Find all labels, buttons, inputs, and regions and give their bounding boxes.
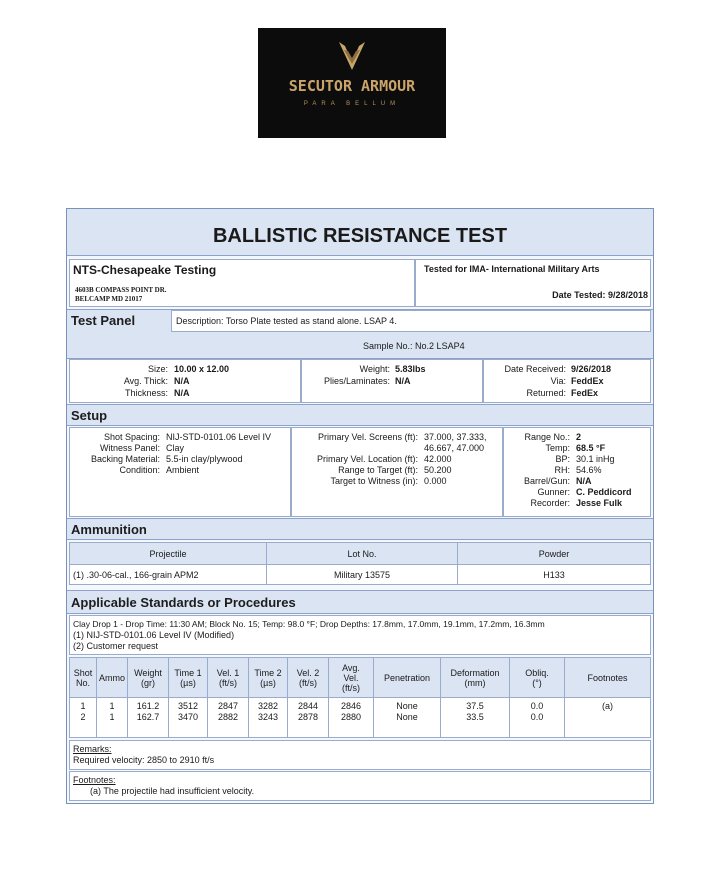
shots-col-values	[441, 698, 510, 738]
shots-col-header-line: No.	[75, 677, 90, 688]
shots-col-values	[169, 698, 208, 738]
shots-col-header-line: Footnotes	[587, 672, 628, 683]
receipt-box	[483, 359, 651, 403]
shots-col-header-line: (µs)	[260, 677, 276, 688]
shots-col-header-line: Vel.	[343, 672, 359, 683]
report-title: BALLISTIC RESISTANCE TEST	[212, 225, 508, 247]
standards-line2: (1) NIJ-STD-0101.06 Level IV (Modified)	[73, 630, 235, 640]
shots-col-header	[97, 658, 128, 698]
shot-cell: None	[396, 701, 418, 711]
lab-box	[69, 259, 415, 307]
screens-value-1: 37.000, 37.333,	[424, 432, 487, 442]
shots-col-header-line: (gr)	[141, 677, 155, 688]
shot-cell: 161.2	[136, 701, 160, 711]
shots-col-header	[70, 658, 97, 698]
shot-cell: 2	[80, 712, 86, 722]
shot-cell: None	[396, 712, 418, 722]
shots-col-header-line: (mm)	[464, 677, 486, 688]
shots-col-values	[510, 698, 565, 738]
footnotes-label: Footnotes:	[73, 775, 116, 785]
ammunition-band	[67, 518, 653, 540]
shot-spacing-value: NIJ-STD-0101.06 Level IV	[166, 432, 272, 442]
setup-band	[67, 404, 653, 426]
rh-label: RH:	[554, 465, 570, 475]
shot-cell: 33.5	[466, 712, 484, 722]
shots-col-header-line: (µs)	[180, 677, 196, 688]
avg-thick-value: N/A	[174, 376, 190, 386]
returned-label: Returned:	[526, 388, 566, 398]
test-report	[66, 208, 654, 804]
shot-cell: 3243	[257, 712, 279, 722]
shot-spacing-label: Shot Spacing:	[103, 432, 160, 442]
via-label: Via:	[550, 376, 566, 386]
powder-value: H133	[458, 565, 651, 585]
barrel-value: N/A	[576, 476, 592, 486]
shots-col-header-line: Vel. 1	[216, 667, 240, 678]
shot-cell: (a)	[602, 701, 613, 711]
shot-cell: 1	[80, 701, 86, 711]
shot-cell	[565, 712, 650, 723]
date-received-value: 9/26/2018	[571, 364, 612, 374]
shots-col-header	[169, 658, 208, 698]
sample-label: Sample No.:	[363, 341, 413, 351]
shots-col-header	[374, 658, 441, 698]
bp-label: BP:	[555, 454, 570, 464]
target-witness-label: Target to Witness (in):	[330, 476, 418, 486]
shots-col-header	[208, 658, 249, 698]
recorder-label: Recorder:	[530, 498, 570, 508]
plies-label: Plies/Laminates:	[323, 376, 390, 386]
shots-col-header	[510, 658, 565, 698]
gunner-value: C. Peddicord	[576, 487, 632, 497]
shots-col-values	[329, 698, 374, 738]
description-box	[171, 310, 651, 332]
shots-col-header-line: Avg.	[342, 662, 360, 673]
ammunition-heading: Ammunition	[71, 522, 147, 537]
shots-col-header-line: Time 2	[254, 667, 282, 678]
standards-band	[67, 590, 653, 614]
shot-cell: 2880	[340, 712, 362, 722]
rh-value: 54.6%	[576, 465, 602, 475]
screens-label: Primary Vel. Screens (ft):	[317, 432, 418, 442]
brand-logo	[258, 28, 446, 138]
remarks-box	[69, 740, 651, 770]
shots-col-header-line: Weight	[134, 667, 162, 678]
shots-col-header-line: (°)	[532, 677, 542, 688]
setup-velocity-box	[291, 427, 503, 517]
shot-cell: 1	[109, 712, 115, 722]
shots-col-values	[97, 698, 128, 738]
condition-value: Ambient	[166, 465, 200, 475]
title-band	[67, 209, 653, 256]
wings-icon	[335, 36, 369, 72]
barrel-label: Barrel/Gun:	[523, 476, 570, 486]
shot-cell: 0.0	[530, 712, 544, 722]
weight-value: 5.83lbs	[395, 364, 426, 374]
shots-col-header-line: Shot	[73, 667, 93, 678]
gunner-label: Gunner:	[537, 487, 570, 497]
date-tested: Date Tested: 9/28/2018	[552, 290, 648, 300]
shots-col-header	[565, 658, 651, 698]
shot-cell: 0.0	[530, 701, 544, 711]
shots-header-row	[70, 658, 651, 698]
shot-cell: 2844	[297, 701, 319, 711]
shots-col-values	[208, 698, 249, 738]
vel-loc-label: Primary Vel. Location (ft):	[316, 454, 418, 464]
shot-cell: 2878	[297, 712, 319, 722]
ammunition-table	[69, 542, 651, 585]
shot-cell: 3470	[177, 712, 199, 722]
screens-value-2: 46.667, 47.000	[424, 443, 485, 453]
remarks-text: Required velocity: 2850 to 2910 ft/s	[73, 755, 215, 765]
standards-box	[69, 615, 651, 655]
description-value: Torso Plate tested as stand alone. LSAP 4.	[225, 316, 397, 326]
range-no-value: 2	[576, 432, 582, 442]
shots-col-values	[128, 698, 169, 738]
shot-cell: 2846	[340, 701, 362, 711]
lot-value: Military 13575	[267, 565, 458, 585]
shots-col-header	[329, 658, 374, 698]
tested-for: Tested for IMA- International Military Arts	[424, 264, 600, 274]
vel-loc-value: 42.000	[424, 454, 452, 464]
footnotes-box	[69, 771, 651, 801]
shots-col-values	[288, 698, 329, 738]
shots-body-row	[70, 698, 651, 738]
shot-cell: 37.5	[466, 701, 484, 711]
lab-address-line2: BELCAMP MD 21017	[75, 295, 143, 303]
lab-address-line1: 4603B COMPASS POINT DR.	[75, 286, 167, 294]
shots-col-header-line: Vel. 2	[296, 667, 320, 678]
range-target-label: Range to Target (ft):	[338, 465, 418, 475]
shot-cell: 162.7	[136, 712, 160, 722]
shot-cell: 2847	[217, 701, 239, 711]
returned-value: FedEx	[571, 388, 599, 398]
size-label: Size:	[147, 364, 168, 374]
description-label: Description:	[176, 316, 224, 326]
footnotes-text: (a) The projectile had insufficient velocity.	[90, 786, 255, 796]
shots-col-header-line: Obliq.	[525, 667, 549, 678]
target-witness-value: 0.000	[424, 476, 447, 486]
shots-col-values	[374, 698, 441, 738]
condition-label: Condition:	[119, 465, 160, 475]
range-target-value: 50.200	[424, 465, 452, 475]
size-value: 10.00 x 12.00	[174, 364, 230, 374]
shot-cell: 3512	[177, 701, 199, 711]
weight-label: Weight:	[359, 364, 390, 374]
shots-col-header-line: Deformation	[450, 667, 500, 678]
remarks-label: Remarks:	[73, 744, 112, 754]
lab-name: NTS-Chesapeake Testing	[73, 263, 217, 277]
col-lot: Lot No.	[267, 543, 458, 565]
standards-line1: Clay Drop 1 - Drop Time: 11:30 AM; Block No. 15; Temp: 98.0 °F; Drop Depths: 17.8mm, 17.0mm, 19.1mm, 17.2mm, 16.3mm	[73, 619, 545, 629]
via-value: FeddEx	[571, 376, 604, 386]
witness-value: Clay	[166, 443, 185, 453]
shots-col-header-line: Ammo	[98, 672, 125, 683]
backing-label: Backing Material:	[90, 454, 160, 464]
setup-heading: Setup	[71, 408, 108, 423]
test-panel-band	[67, 309, 653, 359]
shot-cell: 2882	[217, 712, 239, 722]
date-received-label: Date Received:	[504, 364, 566, 374]
plies-value: N/A	[395, 376, 411, 386]
shots-col-header	[128, 658, 169, 698]
recorder-value: Jesse Fulk	[576, 498, 623, 508]
projectile-value: (1) .30-06-cal., 166-grain APM2	[70, 565, 267, 585]
shot-cell: 3282	[257, 701, 279, 711]
standards-line3: (2) Customer request	[73, 641, 159, 651]
shots-table	[69, 657, 651, 738]
shots-col-header-line: Time 1	[174, 667, 202, 678]
logo-brand-text: SECUTOR ARMOUR	[288, 77, 416, 95]
shot-cell: 1	[109, 701, 115, 711]
shots-col-header	[441, 658, 510, 698]
shots-col-header-line: (ft/s)	[299, 677, 317, 688]
shots-col-header-line: (ft/s)	[342, 682, 360, 693]
logo-tagline: PARA BELLUM	[303, 101, 401, 107]
shots-col-header-line: Penetration	[383, 672, 431, 683]
size-box	[69, 359, 301, 403]
backing-value: 5.5-in clay/plywood	[166, 454, 243, 464]
shots-col-values	[565, 698, 651, 738]
shots-col-header	[288, 658, 329, 698]
shots-col-values	[70, 698, 97, 738]
setup-panel-box	[69, 427, 291, 517]
client-box	[415, 259, 651, 307]
standards-heading: Applicable Standards or Procedures	[71, 595, 296, 610]
temp-label: Temp:	[545, 443, 570, 453]
test-panel-heading: Test Panel	[71, 313, 136, 328]
shots-col-values	[249, 698, 288, 738]
temp-value: 68.5 °F	[576, 443, 606, 453]
shots-col-header	[249, 658, 288, 698]
bp-value: 30.1 inHg	[576, 454, 615, 464]
col-projectile: Projectile	[70, 543, 267, 565]
shots-col-header-line: (ft/s)	[219, 677, 237, 688]
avg-thick-label: Avg. Thick:	[123, 376, 168, 386]
thickness-label: Thickness:	[124, 388, 168, 398]
weight-box	[301, 359, 483, 403]
thickness-value: N/A	[174, 388, 190, 398]
sample-value: No.2 LSAP4	[415, 341, 465, 351]
setup-range-box	[503, 427, 651, 517]
range-no-label: Range No.:	[524, 432, 570, 442]
col-powder: Powder	[458, 543, 651, 565]
witness-label: Witness Panel:	[99, 443, 160, 453]
